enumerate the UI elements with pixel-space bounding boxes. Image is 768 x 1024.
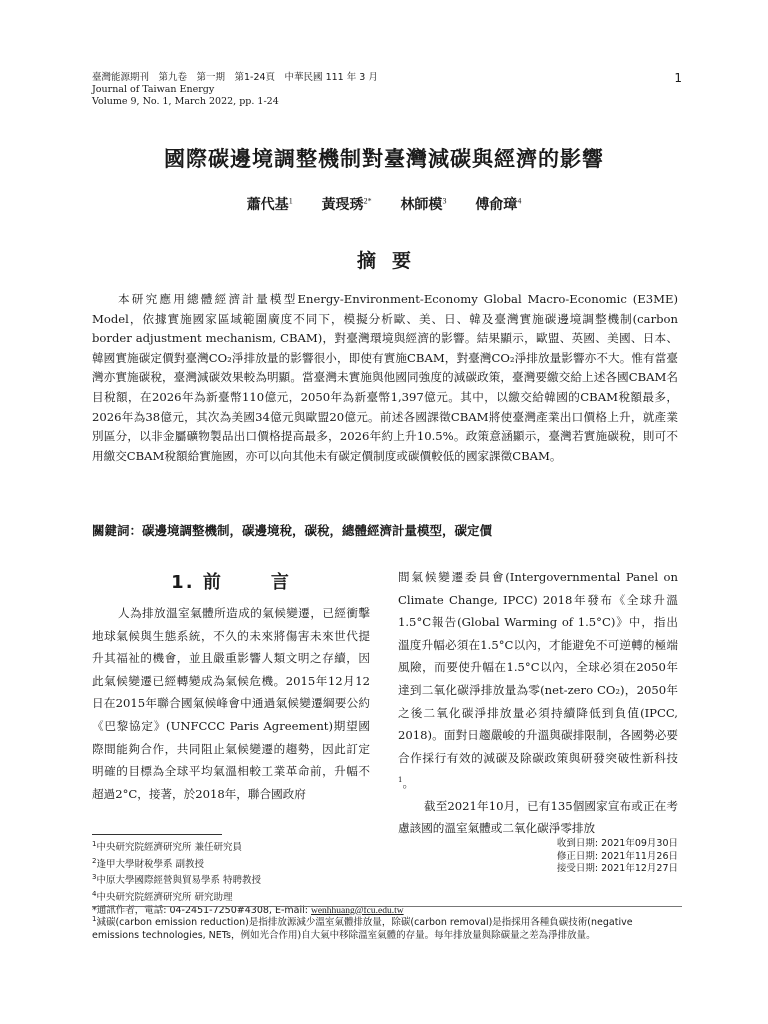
author-list: [0, 194, 768, 214]
author-3: 林師模$^3$: [400, 196, 447, 213]
author-2: 黃琝琇$^{2*}$: [321, 196, 372, 213]
journal-volume: Volume 9, No. 1, March 2022, pp. 1-24: [92, 96, 279, 107]
body-right-column: [398, 566, 678, 840]
affiliation-1: $^1$中央研究院經濟研究所 兼任研究員: [92, 840, 242, 854]
footnote-rule: [92, 834, 222, 835]
paper-title: 國際碳邊境調整機制對臺灣減碳與經濟的影響: [164, 147, 604, 171]
author-4: 傅俞璋$^4$: [475, 196, 522, 213]
corresponding-author: *通訊作者，電話: 04-2451-7250#4308, E-mail: wenhhuang@fcu.edu.tw: [92, 904, 404, 916]
footnote-separator: [92, 906, 682, 907]
revised-date: 修正日期: 2021年11月26日: [556, 850, 678, 862]
abstract-heading: 摘要: [356, 250, 427, 272]
body-left-column: 人為排放溫室氣體所造成的氣候變遷，已經衝擊地球氣候與生態系統，不久的未來將傷害未來世代提升其福祉的機會，並且嚴重影響人類文明之存續，因此氣候變遷已經轉變成為氣候危機。2015年12月12日在2015年聯合國氣候峰會中通過氣候變遷綱要公約《巴黎協定》(UNFCCC Paris Agreement)期望國際間能夠合作，共同阻止氣候變遷的趨勢，因此訂定明確的目標為全球平均氣溫相較工業革命前，升幅不超過2°C，接著，於2018年，聯合國政府: [92, 606, 370, 801]
received-date: 收到日期: 2021年09月30日: [556, 838, 678, 849]
page-number: 1: [674, 71, 682, 85]
journal-english-title: Journal of Taiwan Energy: [92, 84, 215, 95]
accepted-date: 接受日期: 2021年12月27日: [556, 863, 678, 874]
section-heading-introduction: 1. 前 言: [171, 572, 291, 593]
footnote-1: $^1$減碳(carbon emission reduction)是指排放源減少溫室氣體排放量，除碳(carbon removal)是指採用各種負碳技術(negative emissions technologies, NETs，例如光合作用)自大氣中移除溫室氣體的存量。每年排放量與除碳量之差為淨排放量。: [92, 915, 633, 942]
running-header: [92, 72, 682, 108]
abstract-text: 本研究應用總體經濟計量模型Energy-Environment-Economy Global Macro-Economic (E3ME) Model，依據實施國家區域範圍廣度不同下，模擬分析歐、美、日、韓及臺灣實施碳邊境調整機制(carbon border adjustment mechanism, CBAM)，對臺灣環境與經濟的影響。結果顯示，歐盟、英國、美國、日本、韓國實施碳定價對臺灣CO₂淨排放量的影響很小，即使有實施CBAM，對臺灣CO₂淨排放量影響亦不大。惟有當臺灣亦實施碳稅，臺灣減碳效果較為明顯。當臺灣未實施與他國同強度的減碳政策，臺灣要繳交給上述各國CBAM名目稅額，在2026年為新臺幣110億元，2050年為新臺幣1,397億元。其中，以繳交給韓國的CBAM稅額最多，2026年為38億元，其次為美國34億元與歐盟20億元。前述各國課徵CBAM將使臺灣產業出口價格上升，就產業別區分，以非金屬礦物製品出口價格提高最多，2026年約上升10.5%。政策意涵顯示，臺灣若實施碳稅，則可不用繳交CBAM稅額給實施國，亦可以向其他未有碳定價制度或碳價較低的國家課徵CBAM。: [92, 292, 678, 463]
email-link[interactable]: wenhhuang@fcu.edu.tw: [310, 905, 404, 916]
manuscript-dates: [470, 838, 678, 876]
affiliation-2: $^2$逢甲大學財稅學系 副教授: [92, 856, 204, 870]
keywords: 關鍵詞：碳邊境調整機制，碳邊境稅，碳稅，總體經濟計量模型，碳定價: [92, 523, 493, 538]
affiliation-4: $^4$中央研究院經濟研究所 研究助理: [92, 889, 233, 904]
author-1: 蕭代基$^1$: [246, 196, 293, 213]
body-right-paragraph-1: 間氣候變遷委員會(Intergovernmental Panel on Climate Change, IPCC) 2018年發布《全球升溫1.5°C報告(Global Warming of 1.5°C)》中，指出溫度升幅必須在1.5°C以內，才能避免不可逆轉的極端風險，而要使升幅在1.5°C以內，全球必須在2050年達到二氧化碳淨排放量為零(net-zero CO₂)，2050年之後二氧化碳淨排放量必須持續降低到負值(IPCC, 2018)。面對日趨嚴峻的升溫與碳排限制，各國勢必要合作採行有效的減碳及除碳政策與研發突破性新科技$^1$。: [398, 570, 678, 791]
journal-chinese-title: 臺灣能源期刊 第九卷 第一期 第1-24頁 中華民國 111 年 3 月: [92, 72, 378, 83]
body-right-paragraph-2: 截至2021年10月，已有135個國家宣布或正在考慮該國的溫室氣體或二氧化碳淨零排放: [398, 798, 678, 836]
footnote-ref[interactable]: 1: [398, 776, 403, 785]
affiliation-3: $^3$中原大學國際經營與貿易學系 特聘教授: [92, 873, 261, 887]
